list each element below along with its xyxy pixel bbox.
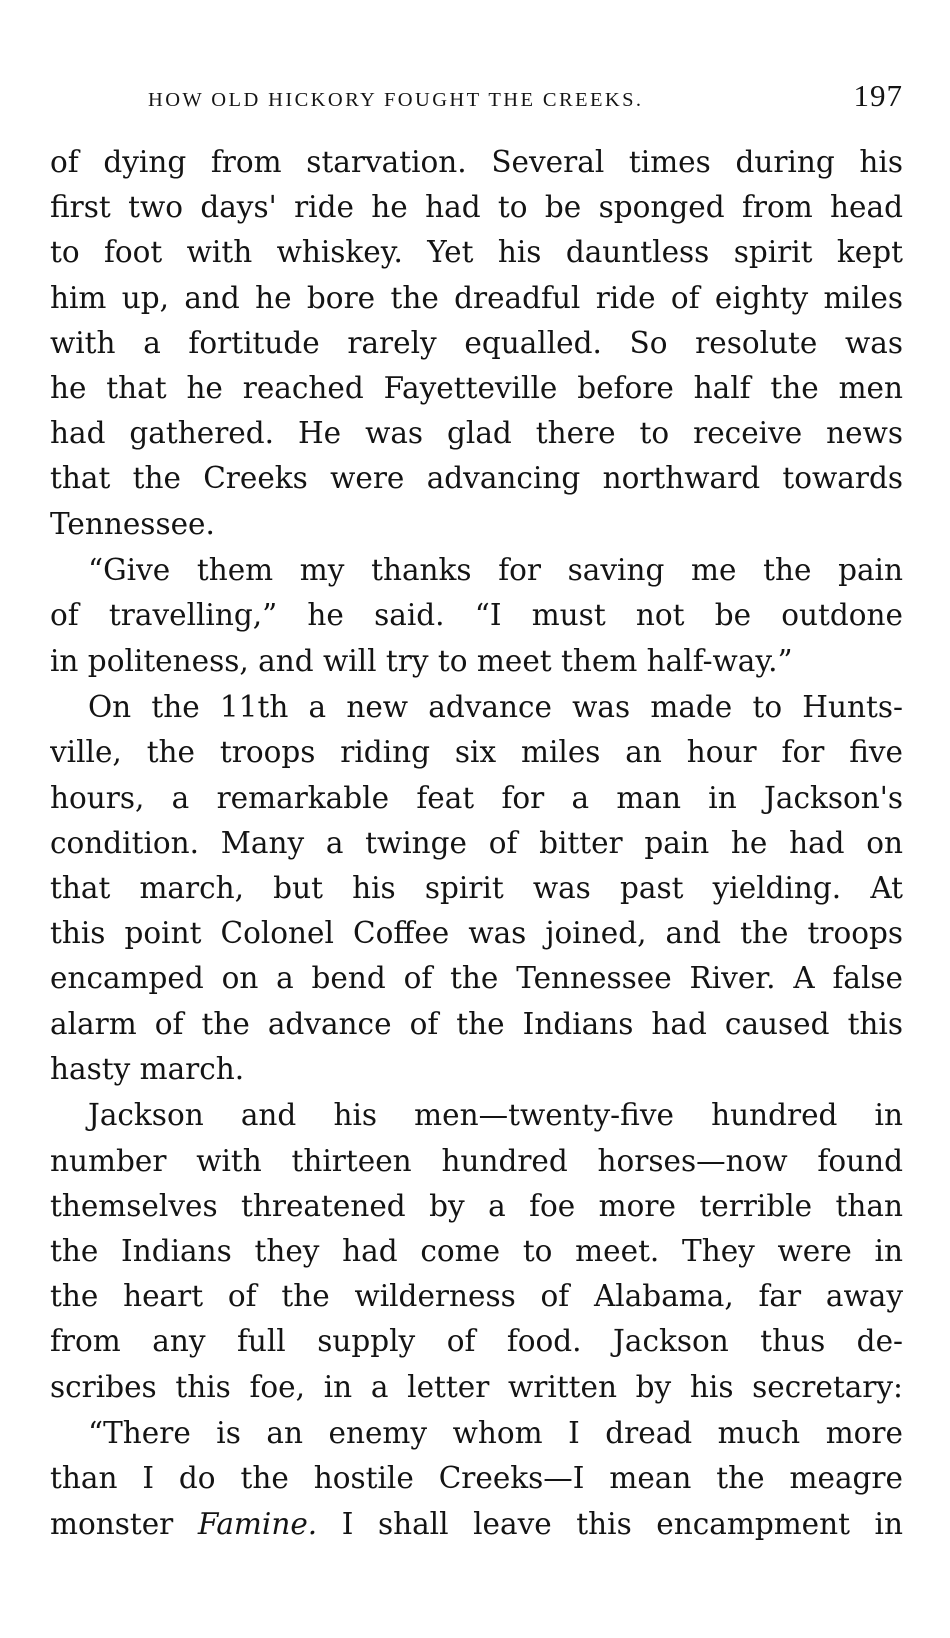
text-line: from any full supply of food. Jackson thus de- [50, 1324, 903, 1359]
text-line: condition. Many a twinge of bitter pain he had on [50, 825, 903, 860]
text-line: he that he reached Fayetteville before half the men [50, 370, 903, 405]
text-line: in politeness, and will try to meet them half-way.” [50, 643, 793, 678]
text-line: that march, but his spirit was past yielding. At [50, 871, 903, 905]
text-line: him up, and he bore the dreadful ride of eighty miles [50, 280, 903, 315]
text-segment: monster [50, 1506, 198, 1541]
paragraph-1 [50, 140, 903, 547]
text-line: Tennessee. [50, 506, 215, 541]
text-line: of dying from starvation. Several times during his [50, 145, 903, 179]
text-line: first two days' ride he had to be sponged from head [50, 190, 903, 225]
text-line: hours, a remarkable feat for a man in Jackson's [50, 780, 903, 815]
text-line: to foot with whiskey. Yet his dauntless spirit kept [50, 235, 903, 270]
text-line: this point Colonel Coffee was joined, and the troops [50, 916, 903, 951]
text-line: scribes this foe, in a letter written by his secretary: [50, 1369, 903, 1404]
text-line: number with thirteen hundred horses—now found [50, 1143, 903, 1178]
text-line: the heart of the wilderness of Alabama, far away [50, 1279, 903, 1314]
paragraph-2 [50, 548, 903, 684]
text-line: than I do the hostile Creeks—I mean the meagre [50, 1461, 903, 1496]
text-line: On the 11th a new advance was made to Hunts- [88, 690, 903, 725]
text-line: of travelling,” he said. “I must not be outdone [50, 598, 903, 633]
running-title: HOW OLD HICKORY FOUGHT THE CREEKS. [148, 89, 644, 111]
text-line: ville, the troops riding six miles an hour for five [50, 735, 903, 770]
text-line: that the Creeks were advancing northward towards [50, 461, 903, 496]
paragraph-4 [50, 1093, 903, 1409]
text-line-final [50, 1502, 903, 1547]
running-head [148, 78, 903, 118]
paragraph-3 [50, 685, 903, 1092]
text-line: “There is an enemy whom I dread much more [88, 1416, 903, 1451]
text-line: themselves threatened by a foe more terrible than [50, 1188, 903, 1223]
text-line: with a fortitude rarely equalled. So resolute was [50, 325, 903, 360]
text-line: “Give them my thanks for saving me the pain [88, 553, 903, 588]
paragraph-5 [50, 1411, 903, 1547]
text-line: alarm of the advance of the Indians had caused this [50, 1006, 903, 1041]
text-segment: I shall leave this encampment in [317, 1506, 903, 1541]
body-text [50, 140, 903, 1547]
page-number: 197 [853, 78, 903, 113]
text-line: had gathered. He was glad there to receive news [50, 416, 903, 451]
text-line: hasty march. [50, 1051, 245, 1086]
text-line: the Indians they had come to meet. They were in [50, 1234, 903, 1268]
text-line: encamped on a bend of the Tennessee River. A false [50, 961, 903, 996]
italic-word: Famine. [197, 1506, 318, 1541]
text-line: Jackson and his men—twenty-five hundred in [88, 1098, 903, 1133]
